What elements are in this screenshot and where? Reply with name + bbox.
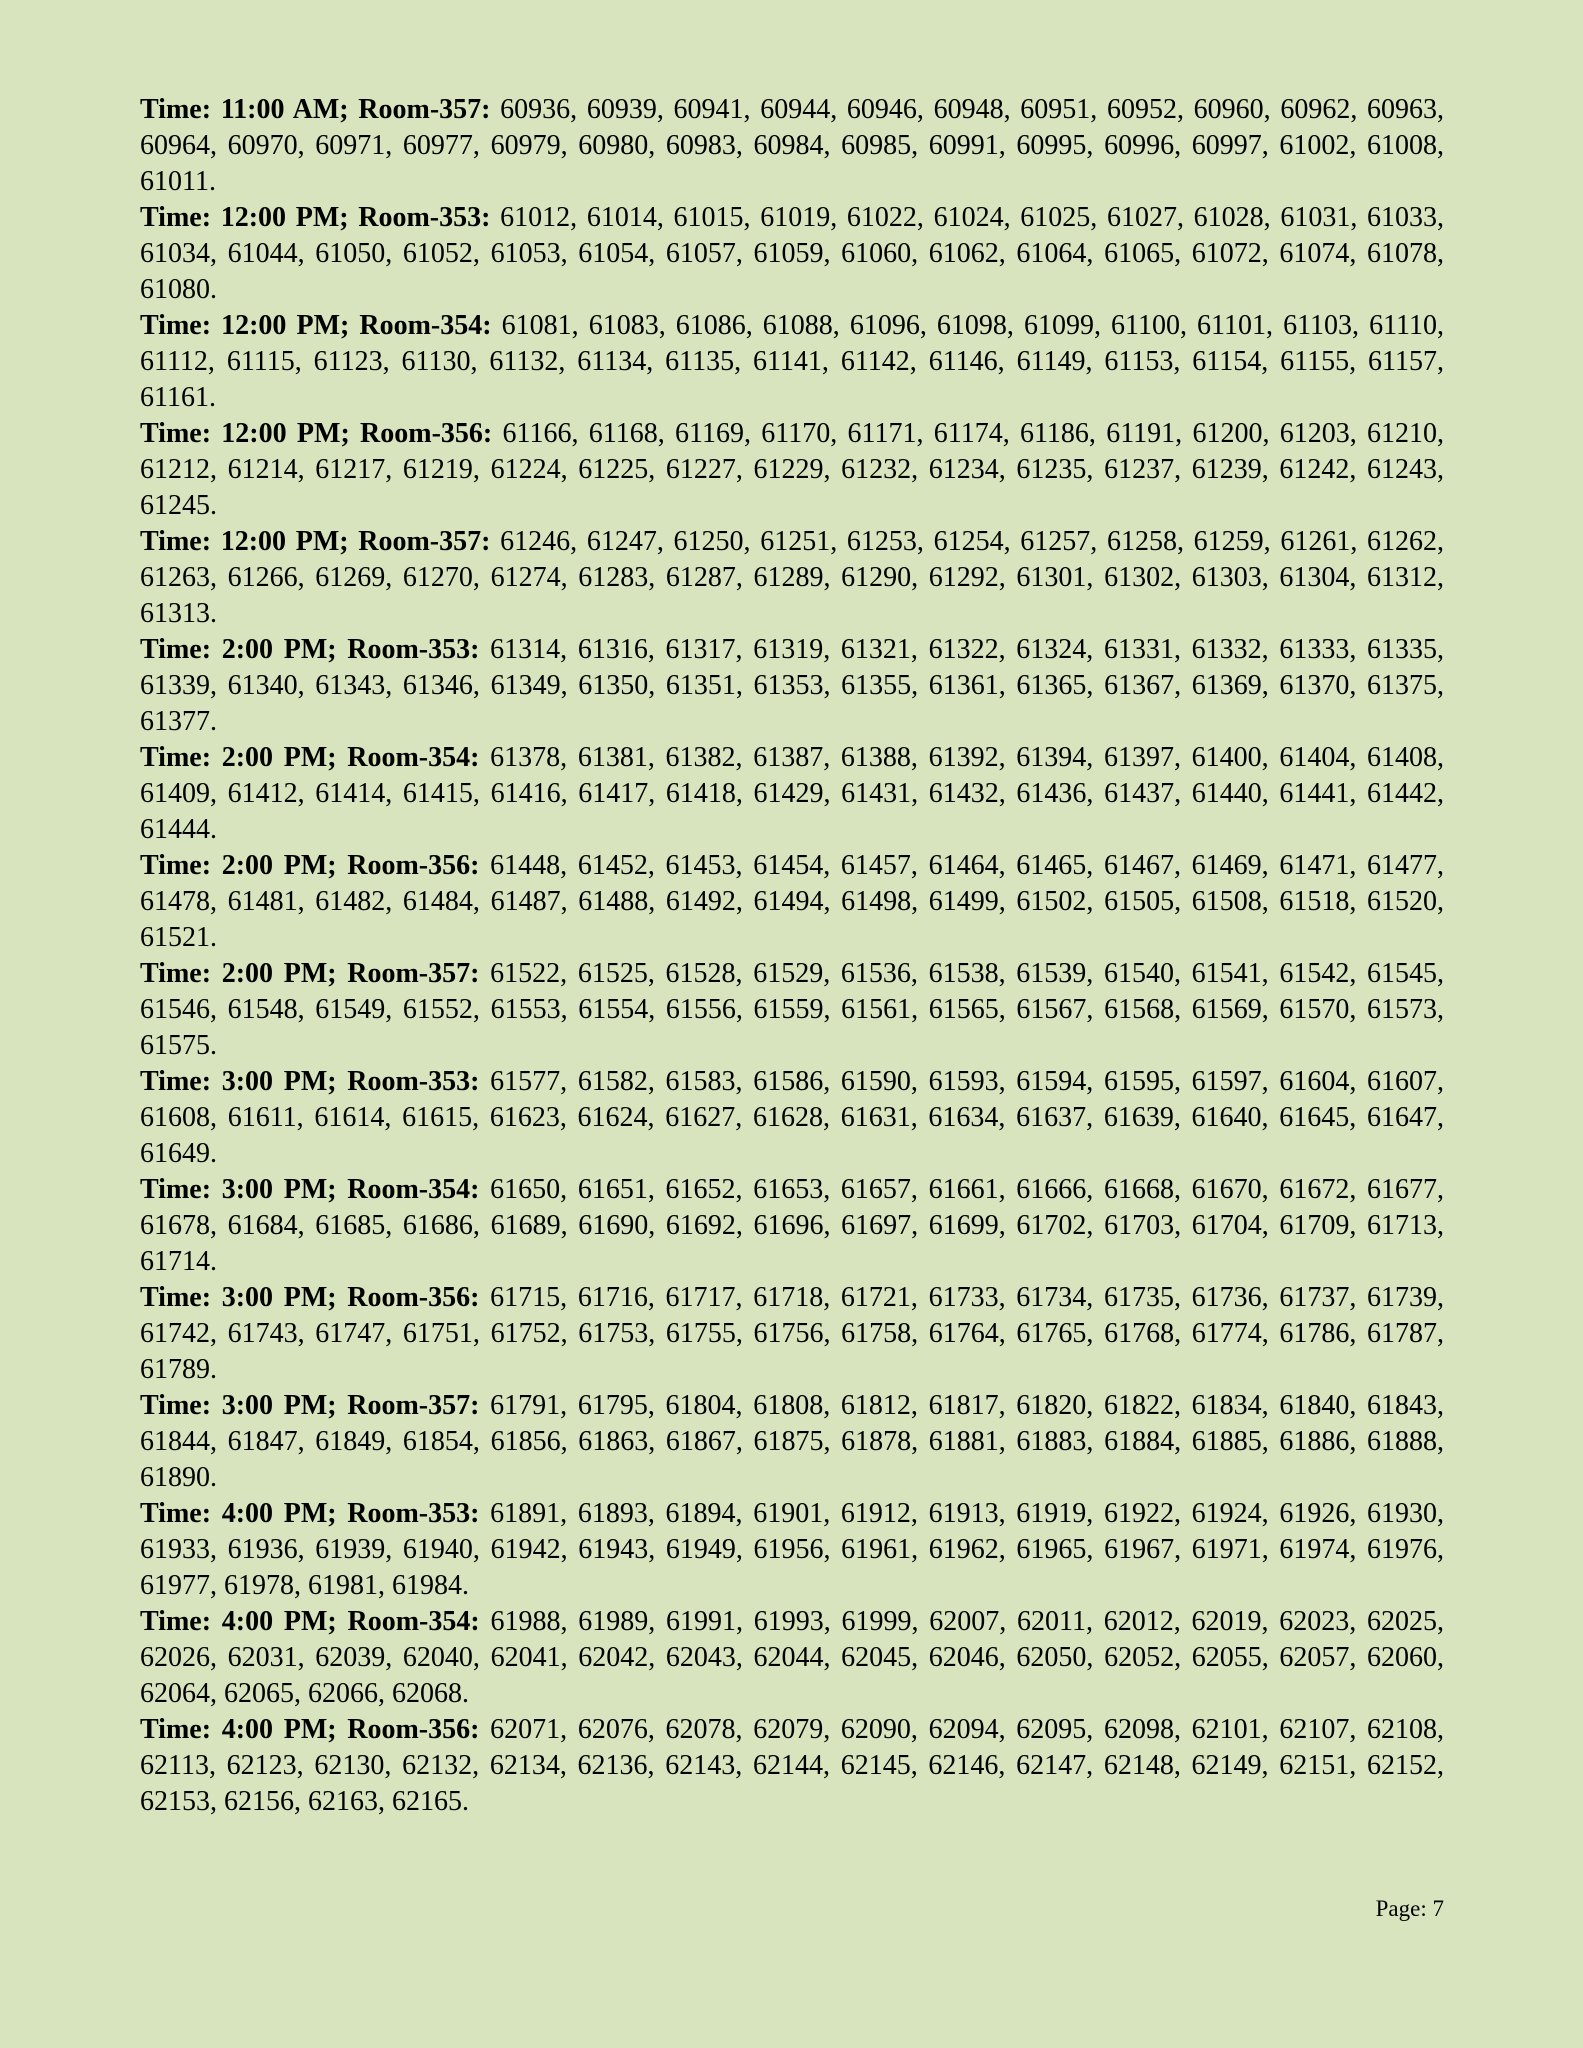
entry-label: Time: 2:00 PM; Room-354: (140, 742, 480, 773)
entry-ids: 61246, 61247, 61250, 61251, 61253, 61254, 61257, 61258, 61259, 61261, 61262, 61263, 61266, 61269, 61270, 61274, 61283, 61287, 61289, 61290, 61292, 61301, 61302, 61303, 61304, 61312, 61313. (140, 526, 1445, 629)
entry-ids: 61791, 61795, 61804, 61808, 61812, 61817, 61820, 61822, 61834, 61840, 61843, 61844, 61847, 61849, 61854, 61856, 61863, 61867, 61875, 61878, 61881, 61883, 61884, 61885, 61886, 61888, 61890. (140, 1390, 1445, 1493)
schedule-entry (140, 200, 1444, 308)
schedule-entry (140, 740, 1444, 848)
entry-label: Time: 4:00 PM; Room-354: (140, 1606, 480, 1637)
schedule-entry (140, 632, 1444, 740)
schedule-entry (140, 1388, 1444, 1496)
schedule-entry (140, 1280, 1444, 1388)
schedule-entry (140, 1712, 1444, 1820)
page-number: Page: 7 (1375, 1896, 1444, 1921)
entry-label: Time: 2:00 PM; Room-357: (140, 958, 480, 989)
entry-label: Time: 12:00 PM; Room-356: (140, 418, 493, 449)
entry-label: Time: 4:00 PM; Room-353: (140, 1498, 480, 1529)
schedule-entry (140, 848, 1444, 956)
schedule-entry (140, 308, 1444, 416)
schedule-entry (140, 1496, 1444, 1604)
schedule-entry (140, 956, 1444, 1064)
schedule-entry (140, 92, 1444, 200)
entry-label: Time: 12:00 PM; Room-354: (140, 310, 492, 341)
entry-ids: 61378, 61381, 61382, 61387, 61388, 61392, 61394, 61397, 61400, 61404, 61408, 61409, 61412, 61414, 61415, 61416, 61417, 61418, 61429, 61431, 61432, 61436, 61437, 61440, 61441, 61442, 61444. (140, 742, 1445, 845)
schedule-entry (140, 1064, 1444, 1172)
entry-ids: 61988, 61989, 61991, 61993, 61999, 62007, 62011, 62012, 62019, 62023, 62025, 62026, 62031, 62039, 62040, 62041, 62042, 62043, 62044, 62045, 62046, 62050, 62052, 62055, 62057, 62060, 62064, 62065, 62066, 62068. (140, 1606, 1445, 1709)
schedule-entry (140, 1604, 1444, 1712)
entry-ids: 61715, 61716, 61717, 61718, 61721, 61733, 61734, 61735, 61736, 61737, 61739, 61742, 61743, 61747, 61751, 61752, 61753, 61755, 61756, 61758, 61764, 61765, 61768, 61774, 61786, 61787, 61789. (140, 1282, 1445, 1385)
entry-ids: 60936, 60939, 60941, 60944, 60946, 60948, 60951, 60952, 60960, 60962, 60963, 60964, 60970, 60971, 60977, 60979, 60980, 60983, 60984, 60985, 60991, 60995, 60996, 60997, 61002, 61008, 61011. (140, 94, 1445, 197)
entry-ids: 61448, 61452, 61453, 61454, 61457, 61464, 61465, 61467, 61469, 61471, 61477, 61478, 61481, 61482, 61484, 61487, 61488, 61492, 61494, 61498, 61499, 61502, 61505, 61508, 61518, 61520, 61521. (140, 850, 1445, 953)
entry-ids: 61012, 61014, 61015, 61019, 61022, 61024, 61025, 61027, 61028, 61031, 61033, 61034, 61044, 61050, 61052, 61053, 61054, 61057, 61059, 61060, 61062, 61064, 61065, 61072, 61074, 61078, 61080. (140, 202, 1445, 305)
entry-label: Time: 11:00 AM; Room-357: (140, 94, 491, 125)
entry-ids: 61891, 61893, 61894, 61901, 61912, 61913, 61919, 61922, 61924, 61926, 61930, 61933, 61936, 61939, 61940, 61942, 61943, 61949, 61956, 61961, 61962, 61965, 61967, 61971, 61974, 61976, 61977, 61978, 61981, 61984. (140, 1498, 1445, 1601)
entry-label: Time: 3:00 PM; Room-354: (140, 1174, 480, 1205)
entry-ids: 61081, 61083, 61086, 61088, 61096, 61098, 61099, 61100, 61101, 61103, 61110, 61112, 61115, 61123, 61130, 61132, 61134, 61135, 61141, 61142, 61146, 61149, 61153, 61154, 61155, 61157, 61161. (140, 310, 1445, 413)
entry-label: Time: 12:00 PM; Room-353: (140, 202, 491, 233)
entry-label: Time: 3:00 PM; Room-353: (140, 1066, 480, 1097)
entry-ids: 61314, 61316, 61317, 61319, 61321, 61322, 61324, 61331, 61332, 61333, 61335, 61339, 61340, 61343, 61346, 61349, 61350, 61351, 61353, 61355, 61361, 61365, 61367, 61369, 61370, 61375, 61377. (140, 634, 1445, 737)
entry-label: Time: 2:00 PM; Room-356: (140, 850, 480, 881)
entry-ids: 62071, 62076, 62078, 62079, 62090, 62094, 62095, 62098, 62101, 62107, 62108, 62113, 62123, 62130, 62132, 62134, 62136, 62143, 62144, 62145, 62146, 62147, 62148, 62149, 62151, 62152, 62153, 62156, 62163, 62165. (140, 1714, 1445, 1817)
schedule-entry (140, 1172, 1444, 1280)
schedule-entry (140, 524, 1444, 632)
entry-ids: 61522, 61525, 61528, 61529, 61536, 61538, 61539, 61540, 61541, 61542, 61545, 61546, 61548, 61549, 61552, 61553, 61554, 61556, 61559, 61561, 61565, 61567, 61568, 61569, 61570, 61573, 61575. (140, 958, 1445, 1061)
entry-label: Time: 2:00 PM; Room-353: (140, 634, 480, 665)
entry-label: Time: 3:00 PM; Room-357: (140, 1390, 480, 1421)
entry-ids: 61577, 61582, 61583, 61586, 61590, 61593, 61594, 61595, 61597, 61604, 61607, 61608, 61611, 61614, 61615, 61623, 61624, 61627, 61628, 61631, 61634, 61637, 61639, 61640, 61645, 61647, 61649. (140, 1066, 1445, 1169)
schedule-entry (140, 416, 1444, 524)
entry-ids: 61166, 61168, 61169, 61170, 61171, 61174, 61186, 61191, 61200, 61203, 61210, 61212, 61214, 61217, 61219, 61224, 61225, 61227, 61229, 61232, 61234, 61235, 61237, 61239, 61242, 61243, 61245. (140, 418, 1445, 521)
entry-label: Time: 12:00 PM; Room-357: (140, 526, 491, 557)
entry-ids: 61650, 61651, 61652, 61653, 61657, 61661, 61666, 61668, 61670, 61672, 61677, 61678, 61684, 61685, 61686, 61689, 61690, 61692, 61696, 61697, 61699, 61702, 61703, 61704, 61709, 61713, 61714. (140, 1174, 1445, 1277)
entry-label: Time: 3:00 PM; Room-356: (140, 1282, 480, 1313)
entry-label: Time: 4:00 PM; Room-356: (140, 1714, 480, 1745)
schedule-list (140, 92, 1444, 1820)
